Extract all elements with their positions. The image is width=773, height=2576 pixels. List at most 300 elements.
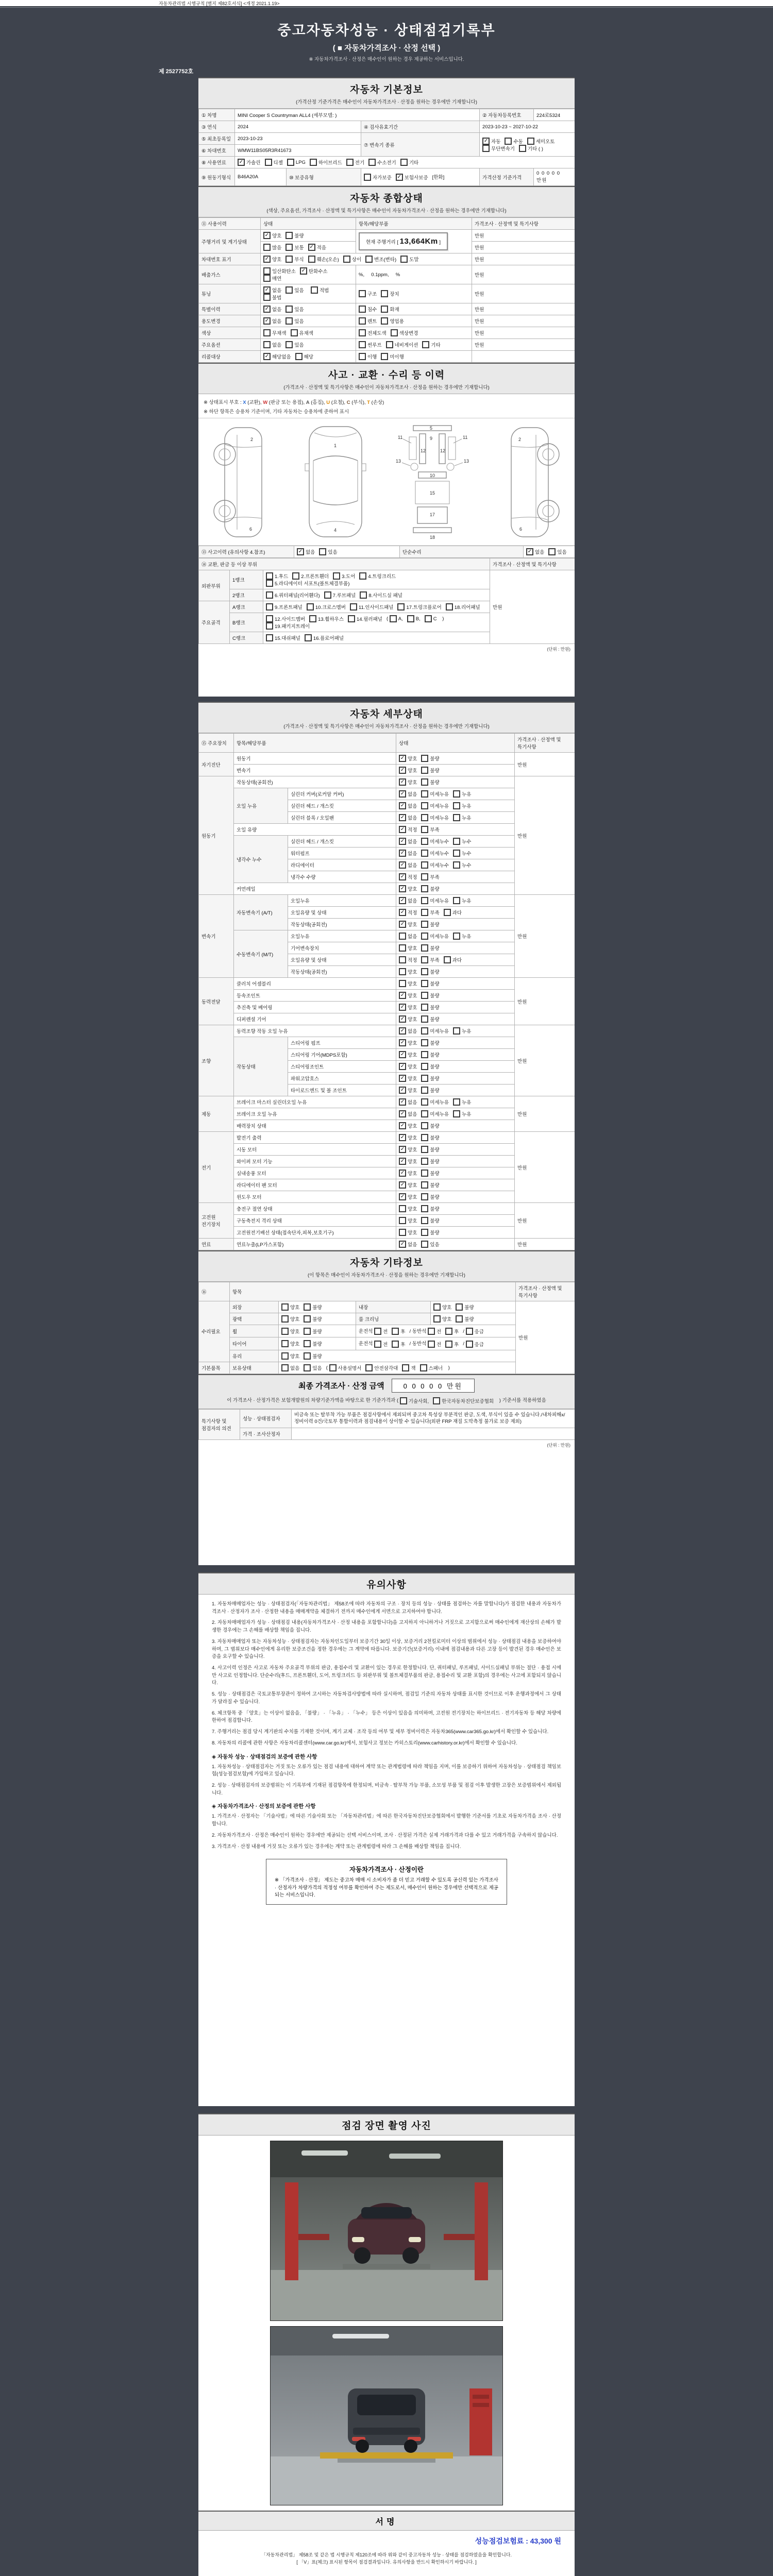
unchecked-checkbox-icon[interactable] xyxy=(421,1134,428,1141)
checkbox-15.대쉬패널[interactable] xyxy=(266,634,300,641)
unchecked-checkbox-icon[interactable] xyxy=(263,341,271,348)
unchecked-checkbox-icon[interactable] xyxy=(304,1328,311,1335)
unchecked-checkbox-icon[interactable] xyxy=(421,1004,428,1011)
checked-checkbox-icon[interactable]: ✓ xyxy=(399,885,406,892)
checkbox-불량[interactable] xyxy=(421,1170,439,1177)
unchecked-checkbox-icon[interactable] xyxy=(402,1364,409,1371)
unchecked-checkbox-icon[interactable] xyxy=(433,1303,441,1311)
unchecked-checkbox-icon[interactable] xyxy=(365,256,373,263)
unchecked-checkbox-icon[interactable] xyxy=(421,1229,428,1236)
checkbox-있음[interactable] xyxy=(285,286,304,294)
unchecked-checkbox-icon[interactable] xyxy=(392,1341,399,1348)
checked-checkbox-icon[interactable]: ✓ xyxy=(263,306,271,313)
unchecked-checkbox-icon[interactable] xyxy=(421,992,428,999)
checkbox-후[interactable] xyxy=(445,1341,459,1348)
checkbox-부족[interactable] xyxy=(421,873,439,880)
checkbox-보통[interactable] xyxy=(285,244,304,251)
checkbox-있음[interactable] xyxy=(421,1241,439,1248)
unchecked-checkbox-icon[interactable] xyxy=(421,790,428,798)
checked-checkbox-icon[interactable]: ✓ xyxy=(399,1075,406,1082)
unchecked-checkbox-icon[interactable] xyxy=(399,1205,406,1212)
checkbox-전[interactable] xyxy=(428,1328,441,1335)
unchecked-checkbox-icon[interactable] xyxy=(266,591,273,599)
unchecked-checkbox-icon[interactable] xyxy=(453,1027,460,1035)
unchecked-checkbox-icon[interactable] xyxy=(359,353,366,360)
checked-checkbox-icon[interactable]: ✓ xyxy=(482,138,490,145)
checkbox-양호[interactable] xyxy=(433,1315,451,1323)
unchecked-checkbox-icon[interactable] xyxy=(421,1110,428,1117)
checkbox-세미오토[interactable] xyxy=(527,138,555,145)
checkbox-훼손(오손)[interactable] xyxy=(308,256,339,263)
checkbox-불량[interactable] xyxy=(285,232,304,239)
checkbox-불량[interactable] xyxy=(421,1087,439,1094)
checkbox-전기[interactable] xyxy=(346,159,364,166)
checked-checkbox-icon[interactable]: ✓ xyxy=(399,861,406,869)
unchecked-checkbox-icon[interactable] xyxy=(421,1063,428,1070)
checkbox-전[interactable] xyxy=(374,1328,388,1335)
unchecked-checkbox-icon[interactable] xyxy=(304,1352,311,1360)
checked-checkbox-icon[interactable]: ✓ xyxy=(399,1051,406,1058)
checkbox-해당없음[interactable] xyxy=(263,353,291,360)
unchecked-checkbox-icon[interactable] xyxy=(421,980,428,987)
checkbox-적법[interactable] xyxy=(311,286,329,294)
checkbox-없음[interactable] xyxy=(399,850,417,857)
checkbox-6.쿼터패널(리어휀다)[interactable] xyxy=(266,591,320,599)
checkbox-응급[interactable] xyxy=(466,1341,484,1348)
unchecked-checkbox-icon[interactable] xyxy=(421,1205,428,1212)
checkbox-후[interactable] xyxy=(445,1328,459,1335)
checkbox-양호[interactable] xyxy=(281,1340,299,1347)
checkbox-변조(변타)[interactable] xyxy=(365,256,396,263)
checkbox-없음[interactable] xyxy=(526,548,544,555)
checkbox-양호[interactable] xyxy=(399,1134,417,1141)
checkbox-미세누유[interactable] xyxy=(421,1110,449,1117)
unchecked-checkbox-icon[interactable] xyxy=(453,838,460,845)
unchecked-checkbox-icon[interactable] xyxy=(281,1328,289,1335)
checkbox-양호[interactable] xyxy=(399,1146,417,1153)
unchecked-checkbox-icon[interactable] xyxy=(453,814,460,821)
unchecked-checkbox-icon[interactable] xyxy=(365,1364,373,1371)
unchecked-checkbox-icon[interactable] xyxy=(456,1315,463,1323)
checkbox-탄화수소[interactable] xyxy=(300,267,328,275)
unchecked-checkbox-icon[interactable] xyxy=(527,138,534,145)
checkbox-2.프론트휀더[interactable] xyxy=(292,572,329,580)
checkbox-불량[interactable] xyxy=(421,885,439,892)
checked-checkbox-icon[interactable]: ✓ xyxy=(399,767,406,774)
unchecked-checkbox-icon[interactable] xyxy=(381,306,388,313)
checkbox-8.사이드실 패널[interactable] xyxy=(360,591,402,599)
checkbox-누유[interactable] xyxy=(453,1098,471,1106)
checked-checkbox-icon[interactable]: ✓ xyxy=(399,802,406,809)
checked-checkbox-icon[interactable]: ✓ xyxy=(399,1110,406,1117)
checkbox-불량[interactable] xyxy=(421,1229,439,1236)
checkbox-무채색[interactable] xyxy=(263,329,287,336)
unchecked-checkbox-icon[interactable] xyxy=(374,1328,381,1335)
unchecked-checkbox-icon[interactable] xyxy=(421,1027,428,1035)
checked-checkbox-icon[interactable]: ✓ xyxy=(399,1063,406,1070)
checkbox-양호[interactable] xyxy=(399,992,417,999)
checkbox-불량[interactable] xyxy=(421,1158,439,1165)
unchecked-checkbox-icon[interactable] xyxy=(421,968,428,975)
checkbox-침수[interactable] xyxy=(359,306,377,313)
unchecked-checkbox-icon[interactable] xyxy=(281,1364,289,1371)
unchecked-checkbox-icon[interactable] xyxy=(421,850,428,857)
unchecked-checkbox-icon[interactable] xyxy=(422,341,429,348)
checkbox-누유[interactable] xyxy=(453,933,471,940)
checkbox-불량[interactable] xyxy=(421,1193,439,1200)
unchecked-checkbox-icon[interactable] xyxy=(421,1146,428,1153)
checkbox-과다[interactable] xyxy=(444,909,462,916)
checked-checkbox-icon[interactable]: ✓ xyxy=(399,909,406,916)
checkbox-14.필러패널[interactable] xyxy=(348,615,382,622)
checkbox-양호[interactable] xyxy=(399,1181,417,1189)
checkbox-있음[interactable] xyxy=(319,548,337,555)
checkbox-불량[interactable] xyxy=(421,1015,439,1023)
checkbox-후[interactable] xyxy=(392,1341,405,1348)
checkbox-양호[interactable] xyxy=(399,1063,417,1070)
checkbox-누유[interactable] xyxy=(453,1110,471,1117)
unchecked-checkbox-icon[interactable] xyxy=(421,1170,428,1177)
unchecked-checkbox-icon[interactable] xyxy=(263,329,271,336)
unchecked-checkbox-icon[interactable] xyxy=(519,145,526,152)
checkbox-이행[interactable] xyxy=(359,353,377,360)
checkbox-없음[interactable] xyxy=(263,306,281,313)
unchecked-checkbox-icon[interactable] xyxy=(421,767,428,774)
checkbox-11.인사이드패널[interactable] xyxy=(350,603,394,611)
checkbox-없음[interactable] xyxy=(399,802,417,809)
checkbox-도말[interactable] xyxy=(400,256,418,263)
unchecked-checkbox-icon[interactable] xyxy=(421,1087,428,1094)
unchecked-checkbox-icon[interactable] xyxy=(291,329,298,336)
checked-checkbox-icon[interactable]: ✓ xyxy=(399,838,406,845)
checked-checkbox-icon[interactable]: ✓ xyxy=(399,850,406,857)
checkbox-불량[interactable] xyxy=(304,1315,322,1323)
unchecked-checkbox-icon[interactable] xyxy=(399,980,406,987)
checkbox-누유[interactable] xyxy=(453,814,471,821)
checkbox-불량[interactable] xyxy=(456,1315,474,1323)
checked-checkbox-icon[interactable]: ✓ xyxy=(308,244,315,251)
checked-checkbox-icon[interactable]: ✓ xyxy=(399,755,406,762)
unchecked-checkbox-icon[interactable] xyxy=(421,1122,428,1129)
checkbox-양호[interactable] xyxy=(399,1229,417,1236)
unchecked-checkbox-icon[interactable] xyxy=(329,1364,337,1371)
checkbox-불량[interactable] xyxy=(421,1205,439,1212)
checkbox-7.루브패널[interactable] xyxy=(324,591,356,599)
unchecked-checkbox-icon[interactable] xyxy=(453,1098,460,1106)
unchecked-checkbox-icon[interactable] xyxy=(400,159,408,166)
checkbox-불량[interactable] xyxy=(456,1303,474,1311)
unchecked-checkbox-icon[interactable] xyxy=(374,1341,381,1348)
unchecked-checkbox-icon[interactable] xyxy=(392,1328,399,1335)
unchecked-checkbox-icon[interactable] xyxy=(453,933,460,940)
unchecked-checkbox-icon[interactable] xyxy=(397,603,405,611)
checkbox-미이행[interactable] xyxy=(381,353,404,360)
unchecked-checkbox-icon[interactable] xyxy=(421,838,428,845)
checkbox-무단변속기[interactable] xyxy=(482,145,515,152)
checked-checkbox-icon[interactable]: ✓ xyxy=(399,1170,406,1177)
unchecked-checkbox-icon[interactable] xyxy=(304,1315,311,1323)
checkbox-16.플로어패널[interactable] xyxy=(305,634,344,641)
checkbox-유채색[interactable] xyxy=(291,329,314,336)
unchecked-checkbox-icon[interactable] xyxy=(285,286,293,294)
checked-checkbox-icon[interactable]: ✓ xyxy=(263,232,271,239)
checked-checkbox-icon[interactable]: ✓ xyxy=(399,1193,406,1200)
unchecked-checkbox-icon[interactable] xyxy=(304,1364,311,1371)
unchecked-checkbox-icon[interactable] xyxy=(391,329,398,336)
checked-checkbox-icon[interactable]: ✓ xyxy=(399,1039,406,1046)
unchecked-checkbox-icon[interactable] xyxy=(428,1341,435,1348)
checkbox-불량[interactable] xyxy=(304,1352,322,1360)
checkbox-5.라디에이터 서포트(볼트체결부품)[interactable] xyxy=(266,580,349,587)
checked-checkbox-icon[interactable]: ✓ xyxy=(399,1122,406,1129)
checked-checkbox-icon[interactable]: ✓ xyxy=(263,256,271,263)
unchecked-checkbox-icon[interactable] xyxy=(421,1015,428,1023)
checked-checkbox-icon[interactable]: ✓ xyxy=(263,353,271,360)
unchecked-checkbox-icon[interactable] xyxy=(348,615,355,622)
checkbox-양호[interactable] xyxy=(399,1051,417,1058)
checkbox-없음[interactable] xyxy=(399,861,417,869)
unchecked-checkbox-icon[interactable] xyxy=(421,885,428,892)
unchecked-checkbox-icon[interactable] xyxy=(266,572,273,580)
unchecked-checkbox-icon[interactable] xyxy=(421,826,428,833)
checkbox-양호[interactable] xyxy=(399,885,417,892)
checkbox-10.크로스멤버[interactable] xyxy=(307,603,346,611)
unchecked-checkbox-icon[interactable] xyxy=(453,802,460,809)
checkbox-양호[interactable] xyxy=(281,1352,299,1360)
checkbox-양호[interactable] xyxy=(399,755,417,762)
checked-checkbox-icon[interactable]: ✓ xyxy=(526,548,533,555)
unchecked-checkbox-icon[interactable] xyxy=(421,1241,428,1248)
unchecked-checkbox-icon[interactable] xyxy=(333,572,340,580)
checkbox-사용설명서[interactable] xyxy=(329,1364,362,1371)
checkbox-불량[interactable] xyxy=(421,980,439,987)
unchecked-checkbox-icon[interactable] xyxy=(311,286,318,294)
unchecked-checkbox-icon[interactable] xyxy=(292,572,299,580)
checkbox-자동[interactable] xyxy=(482,138,500,145)
unchecked-checkbox-icon[interactable] xyxy=(285,244,293,251)
unchecked-checkbox-icon[interactable] xyxy=(285,232,293,239)
unchecked-checkbox-icon[interactable] xyxy=(444,956,451,963)
checkbox-적정[interactable] xyxy=(399,873,417,880)
checkbox-불량[interactable] xyxy=(421,1181,439,1189)
checked-checkbox-icon[interactable]: ✓ xyxy=(399,992,406,999)
checkbox-부족[interactable] xyxy=(421,956,439,963)
checked-checkbox-icon[interactable]: ✓ xyxy=(399,1015,406,1023)
unchecked-checkbox-icon[interactable] xyxy=(359,572,366,580)
checkbox-해당[interactable] xyxy=(295,353,313,360)
checkbox-없음[interactable] xyxy=(399,897,417,904)
checkbox-불량[interactable] xyxy=(421,1004,439,1011)
unchecked-checkbox-icon[interactable] xyxy=(482,145,490,152)
checkbox-자가보증[interactable] xyxy=(364,174,392,181)
unchecked-checkbox-icon[interactable] xyxy=(445,1341,452,1348)
unchecked-checkbox-icon[interactable] xyxy=(446,603,453,611)
unchecked-checkbox-icon[interactable] xyxy=(399,968,406,975)
unchecked-checkbox-icon[interactable] xyxy=(421,1158,428,1165)
unchecked-checkbox-icon[interactable] xyxy=(266,580,273,587)
checkbox-미세누유[interactable] xyxy=(421,1027,449,1035)
checkbox-전[interactable] xyxy=(374,1341,388,1348)
unchecked-checkbox-icon[interactable] xyxy=(285,341,293,348)
unchecked-checkbox-icon[interactable] xyxy=(421,1098,428,1106)
unchecked-checkbox-icon[interactable] xyxy=(281,1315,289,1323)
unchecked-checkbox-icon[interactable] xyxy=(505,138,512,145)
checked-checkbox-icon[interactable]: ✓ xyxy=(399,1087,406,1094)
checkbox-누유[interactable] xyxy=(453,1027,471,1035)
checkbox-구조[interactable] xyxy=(359,290,377,297)
unchecked-checkbox-icon[interactable] xyxy=(399,933,406,940)
checkbox-양호[interactable] xyxy=(399,778,417,786)
checkbox-불량[interactable] xyxy=(421,944,439,952)
checkbox-없음[interactable] xyxy=(263,341,281,348)
checkbox-있음[interactable] xyxy=(304,1364,322,1371)
unchecked-checkbox-icon[interactable] xyxy=(421,944,428,952)
unchecked-checkbox-icon[interactable] xyxy=(350,603,357,611)
unchecked-checkbox-icon[interactable] xyxy=(359,290,366,297)
checkbox-전체도색[interactable] xyxy=(359,329,386,336)
checkbox-과다[interactable] xyxy=(444,956,462,963)
unchecked-checkbox-icon[interactable] xyxy=(456,1303,463,1311)
unchecked-checkbox-icon[interactable] xyxy=(263,275,271,282)
unchecked-checkbox-icon[interactable] xyxy=(381,353,388,360)
unchecked-checkbox-icon[interactable] xyxy=(305,634,312,641)
checkbox-없음[interactable] xyxy=(263,317,281,325)
checkbox-불량[interactable] xyxy=(421,921,439,928)
unchecked-checkbox-icon[interactable] xyxy=(399,956,406,963)
unchecked-checkbox-icon[interactable] xyxy=(265,159,272,166)
checkbox-누유[interactable] xyxy=(453,897,471,904)
checkbox-화재[interactable] xyxy=(381,306,399,313)
unchecked-checkbox-icon[interactable] xyxy=(421,956,428,963)
unchecked-checkbox-icon[interactable] xyxy=(281,1340,289,1347)
checkbox-12.사이드멤버[interactable] xyxy=(266,615,305,622)
unchecked-checkbox-icon[interactable] xyxy=(466,1341,473,1348)
checkbox-미세누유[interactable] xyxy=(421,790,449,798)
checkbox-없음[interactable] xyxy=(297,548,315,555)
unchecked-checkbox-icon[interactable] xyxy=(421,1075,428,1082)
checkbox-없음[interactable] xyxy=(399,1098,417,1106)
checkbox-불량[interactable] xyxy=(421,1122,439,1129)
unchecked-checkbox-icon[interactable] xyxy=(266,603,273,611)
checkbox-기술사회,[interactable] xyxy=(400,1397,429,1404)
unchecked-checkbox-icon[interactable] xyxy=(263,267,271,275)
checkbox-미세누유[interactable] xyxy=(421,1098,449,1106)
checkbox-미세누유[interactable] xyxy=(421,814,449,821)
unchecked-checkbox-icon[interactable] xyxy=(310,159,317,166)
checkbox-적음[interactable] xyxy=(308,244,326,251)
checkbox-불량[interactable] xyxy=(421,968,439,975)
checkbox-양호[interactable] xyxy=(399,1087,417,1094)
checkbox-썬루프[interactable] xyxy=(359,341,382,348)
unchecked-checkbox-icon[interactable] xyxy=(399,944,406,952)
checkbox-불량[interactable] xyxy=(421,1217,439,1224)
unchecked-checkbox-icon[interactable] xyxy=(266,622,273,630)
checkbox-미세누유[interactable] xyxy=(421,802,449,809)
checkbox-없음[interactable] xyxy=(399,933,417,940)
checkbox-양호[interactable] xyxy=(399,1170,417,1177)
checked-checkbox-icon[interactable]: ✓ xyxy=(263,317,271,325)
checkbox-부식[interactable] xyxy=(285,256,304,263)
unchecked-checkbox-icon[interactable] xyxy=(285,306,293,313)
unchecked-checkbox-icon[interactable] xyxy=(428,1328,435,1335)
checkbox-불량[interactable] xyxy=(421,992,439,999)
unchecked-checkbox-icon[interactable] xyxy=(360,591,367,599)
checkbox-양호[interactable] xyxy=(399,1075,417,1082)
checkbox-기타[interactable] xyxy=(422,341,440,348)
checkbox-없음[interactable] xyxy=(399,1110,417,1117)
checkbox-불량[interactable] xyxy=(304,1340,322,1347)
checkbox-전[interactable] xyxy=(428,1341,441,1348)
checkbox-적정[interactable] xyxy=(399,826,417,833)
checkbox-양호[interactable] xyxy=(263,232,281,239)
checked-checkbox-icon[interactable]: ✓ xyxy=(399,814,406,821)
checkbox-미세누수[interactable] xyxy=(421,850,449,857)
checked-checkbox-icon[interactable]: ✓ xyxy=(399,1158,406,1165)
unchecked-checkbox-icon[interactable] xyxy=(285,256,293,263)
checked-checkbox-icon[interactable]: ✓ xyxy=(399,1181,406,1189)
checkbox-후[interactable] xyxy=(392,1328,405,1335)
checkbox-A,[interactable] xyxy=(390,615,403,622)
checked-checkbox-icon[interactable]: ✓ xyxy=(300,267,307,275)
unchecked-checkbox-icon[interactable] xyxy=(359,306,366,313)
unchecked-checkbox-icon[interactable] xyxy=(304,1340,311,1347)
checkbox-불량[interactable] xyxy=(304,1328,322,1335)
unchecked-checkbox-icon[interactable] xyxy=(444,909,451,916)
unchecked-checkbox-icon[interactable] xyxy=(453,897,460,904)
checkbox-한국자동차진단보증협회[interactable] xyxy=(433,1397,494,1404)
unchecked-checkbox-icon[interactable] xyxy=(400,256,408,263)
checkbox-색상변경[interactable] xyxy=(391,329,418,336)
checkbox-1.후드[interactable] xyxy=(266,572,288,580)
unchecked-checkbox-icon[interactable] xyxy=(425,615,432,622)
checkbox-불량[interactable] xyxy=(421,1063,439,1070)
checked-checkbox-icon[interactable]: ✓ xyxy=(399,1241,406,1248)
checkbox-없음[interactable] xyxy=(399,1241,417,1248)
unchecked-checkbox-icon[interactable] xyxy=(263,244,271,251)
checkbox-불량[interactable] xyxy=(421,1134,439,1141)
unchecked-checkbox-icon[interactable] xyxy=(421,897,428,904)
checkbox-수동[interactable] xyxy=(505,138,523,145)
checkbox-양호[interactable] xyxy=(399,1015,417,1023)
unchecked-checkbox-icon[interactable] xyxy=(381,317,388,325)
unchecked-checkbox-icon[interactable] xyxy=(285,317,293,325)
checkbox-있음[interactable] xyxy=(285,317,304,325)
unchecked-checkbox-icon[interactable] xyxy=(400,1397,407,1404)
unchecked-checkbox-icon[interactable] xyxy=(281,1303,289,1311)
checkbox-누유[interactable] xyxy=(453,802,471,809)
unchecked-checkbox-icon[interactable] xyxy=(466,1328,473,1335)
unchecked-checkbox-icon[interactable] xyxy=(343,256,350,263)
checkbox-양호[interactable] xyxy=(399,1193,417,1200)
checkbox-미세누유[interactable] xyxy=(421,897,449,904)
checkbox-수소전기[interactable] xyxy=(368,159,396,166)
unchecked-checkbox-icon[interactable] xyxy=(421,921,428,928)
unchecked-checkbox-icon[interactable] xyxy=(287,159,294,166)
checkbox-렌트[interactable] xyxy=(359,317,377,325)
checkbox-없음[interactable] xyxy=(399,1027,417,1035)
unchecked-checkbox-icon[interactable] xyxy=(304,1303,311,1311)
unchecked-checkbox-icon[interactable] xyxy=(453,1110,460,1117)
checkbox-누수[interactable] xyxy=(453,838,471,845)
checkbox-불량[interactable] xyxy=(421,1146,439,1153)
unchecked-checkbox-icon[interactable] xyxy=(421,1051,428,1058)
checkbox-누수[interactable] xyxy=(453,850,471,857)
checked-checkbox-icon[interactable]: ✓ xyxy=(399,897,406,904)
unchecked-checkbox-icon[interactable] xyxy=(453,790,460,798)
checkbox-부족[interactable] xyxy=(421,826,439,833)
checkbox-가솔린[interactable] xyxy=(238,159,261,166)
checkbox-양호[interactable] xyxy=(281,1328,299,1335)
